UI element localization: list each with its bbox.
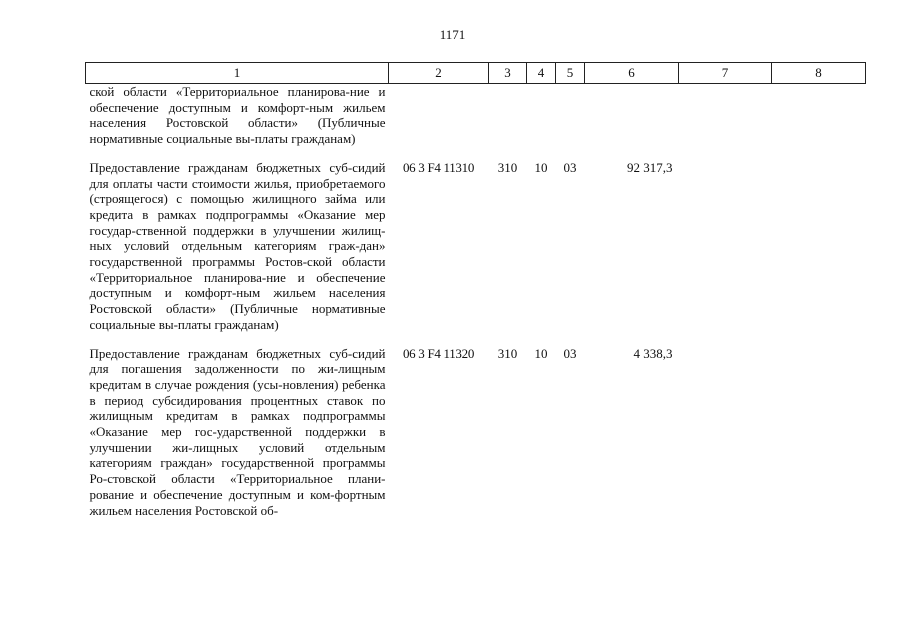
row-expense-type — [489, 84, 527, 147]
budget-table — [85, 62, 866, 518]
row-description: Предоставление гражданам бюджетных суб-сидий для оплаты части стоимости жилья, приобретаемого (строящегося) с помощью жилищного займа или кредита в рамках подпрограммы «Оказание мер государ-ственной поддержки в улучшении жилищ-ных условий отдельным категориям граж-дан» государственной программы Ростов-ской области «Территориальное планирова-ние и обеспечение доступным и комфорт-ным жильем населения Ростовской области» (Публичные нормативные социальные вы-платы гражданам) — [89, 159, 386, 332]
column-header-3: 3 — [489, 63, 527, 84]
page-number: 1171 — [439, 27, 466, 42]
table-row — [86, 333, 866, 519]
row-amount: 92 317,3 — [627, 159, 673, 175]
table-body — [86, 84, 866, 519]
column-header-5: 5 — [556, 63, 585, 84]
row-subsection: 03 — [563, 159, 577, 175]
row-col8 — [772, 333, 866, 519]
table-header — [86, 63, 866, 84]
row-section — [527, 84, 556, 147]
column-header-2: 2 — [389, 63, 489, 84]
row-target-code: 06 3 F4 11310 — [402, 159, 475, 175]
row-subsection: 03 — [563, 345, 577, 361]
row-col7 — [679, 333, 772, 519]
row-amount — [585, 84, 679, 147]
row-col8 — [772, 84, 866, 147]
row-col7 — [679, 147, 772, 333]
row-expense-type: 310 — [497, 345, 518, 361]
row-section: 10 — [534, 345, 548, 361]
column-header-4: 4 — [527, 63, 556, 84]
row-target-code: 06 3 F4 11320 — [402, 345, 475, 361]
header-row — [86, 63, 866, 84]
table-row — [86, 84, 866, 147]
row-amount: 4 338,3 — [633, 345, 673, 361]
row-col7 — [679, 84, 772, 147]
column-header-1: 1 — [86, 63, 389, 84]
column-header-8: 8 — [772, 63, 866, 84]
row-section: 10 — [534, 159, 548, 175]
row-description: ской области «Территориальное планирова-ние и обеспечение доступным и комфорт-ным жильем населения Ростовской области» (Публичные нормативные социальные вы-платы гражданам) — [89, 84, 386, 147]
table-row — [86, 147, 866, 333]
row-expense-type: 310 — [497, 159, 518, 175]
row-target-code — [389, 84, 489, 147]
row-description: Предоставление гражданам бюджетных суб-сидий для погашения задолженности по жи-лищным кредитам в случае рождения (усы-новления) ребенка в период субсидирования процентных ставок по жилищным кредитам в рамках подпрограммы «Оказание мер гос-ударственной поддержки в улучшении жи-лищных условий отдельным категориям граждан» государственной программы Ро-стовской области «Территориальное плани-рование и обеспечение доступным и ком-фортным жильем населения Ростовской об- — [89, 345, 386, 518]
column-header-6: 6 — [585, 63, 679, 84]
row-col8 — [772, 147, 866, 333]
row-subsection — [556, 84, 585, 147]
column-header-7: 7 — [679, 63, 772, 84]
